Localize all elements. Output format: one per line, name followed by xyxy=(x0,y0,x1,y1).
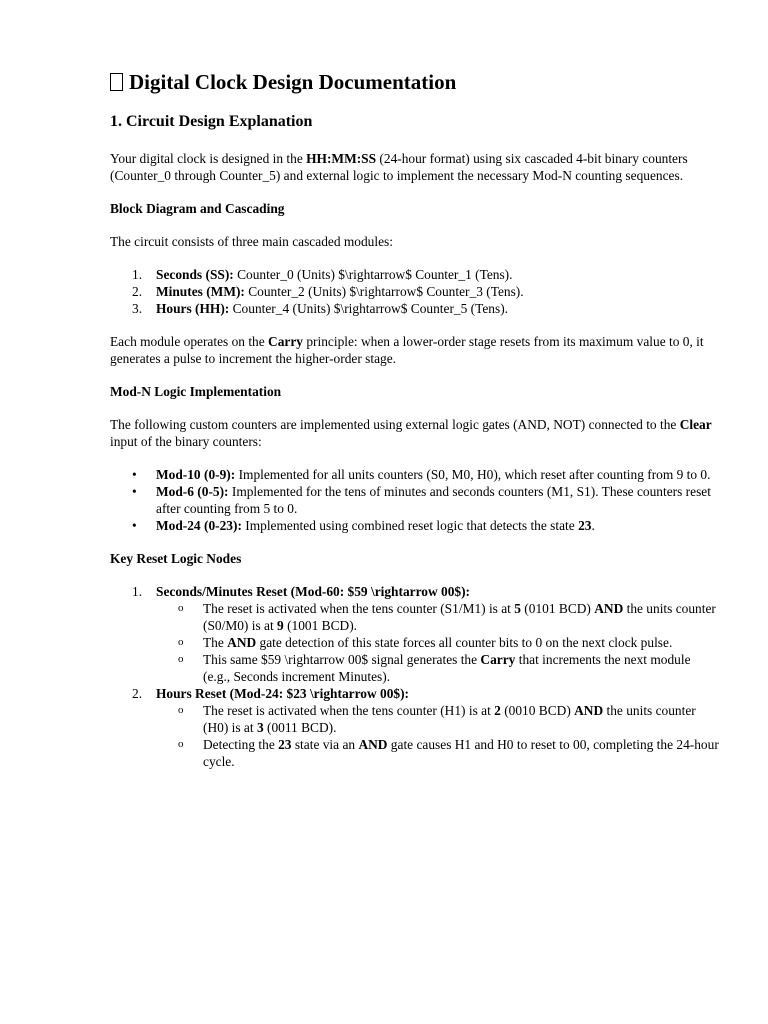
item-label: Mod-6 (0-5): xyxy=(156,484,229,499)
bold-run: 23 xyxy=(578,518,592,533)
bold-run: HH:MM:SS xyxy=(306,151,377,166)
sub-list-item xyxy=(156,651,720,685)
item-text: Implemented using combined reset logic that detects the state xyxy=(241,518,579,533)
list-item xyxy=(110,300,720,317)
list-item xyxy=(110,483,720,517)
item-text: Implemented for the tens of minutes and seconds counters (M1, S1). These counters reset after counting from 5 to 0. xyxy=(156,484,711,516)
bold-run: AND xyxy=(594,601,624,616)
list-item xyxy=(110,466,720,483)
subheading-mod-n-logic: Mod-N Logic Implementation xyxy=(110,384,282,399)
carry-paragraph xyxy=(110,333,720,367)
text-run: The reset is activated when the tens counter (H1) is at xyxy=(203,703,495,718)
text-run: the units counter (S0/M0) is at xyxy=(203,601,716,633)
block-intro-paragraph: The circuit consists of three main cascaded modules: xyxy=(110,234,393,249)
list-item xyxy=(110,283,720,300)
text-run: the units counter (H0) is at xyxy=(203,703,696,735)
item-label: Seconds/Minutes Reset (Mod-60: $59 \rightarrow 00$): xyxy=(156,584,471,599)
text-run: The following custom counters are implemented using external logic gates (AND, NOT) connected to the xyxy=(110,417,680,432)
text-run: state via an xyxy=(291,737,359,752)
sub-list-item xyxy=(156,634,720,651)
item-label: Mod-10 (0-9): xyxy=(156,467,236,482)
circle-bullet-icon: o xyxy=(178,738,184,750)
sub-list xyxy=(156,600,720,685)
list-number: 2. xyxy=(132,284,143,299)
sub-list-item xyxy=(156,600,720,634)
item-text: Counter_2 (Units) $\rightarrow$ Counter_3 (Tens). xyxy=(244,284,524,299)
item-label: Mod-24 (0-23): xyxy=(156,518,242,533)
text-run: input of the binary counters: xyxy=(110,434,262,449)
mod-n-list xyxy=(110,466,720,534)
text-run: Detecting the xyxy=(203,737,279,752)
text-run: The xyxy=(203,635,228,650)
sub-list-item xyxy=(156,736,720,770)
text-run: Your digital clock is designed in the xyxy=(110,151,307,166)
document-page xyxy=(110,68,720,770)
text-run: (24-hour format) using six cascaded 4-bit binary counters (Counter_0 through Counter_5) and external logic to implement the necessary Mod-N counting sequences. xyxy=(110,151,688,183)
item-label: Hours Reset (Mod-24: $23 \rightarrow 00$): xyxy=(156,686,410,701)
item-label: Minutes (MM): xyxy=(156,284,245,299)
mod-n-intro-paragraph xyxy=(110,416,720,450)
page-title-text: Digital Clock Design Documentation xyxy=(129,70,457,94)
text-run: gate detection of this state forces all counter bits to 0 on the next clock pulse. xyxy=(256,635,673,650)
list-item xyxy=(110,583,720,685)
bold-run: 3 xyxy=(256,720,264,735)
bold-run: AND xyxy=(358,737,388,752)
list-item xyxy=(110,685,720,770)
circle-bullet-icon: o xyxy=(178,636,184,648)
text-run: gate causes H1 and H0 to reset to 00, completing the 24-hour cycle. xyxy=(203,737,719,769)
bold-run: 23 xyxy=(278,737,292,752)
modules-list xyxy=(110,266,720,317)
subheading-block-diagram: Block Diagram and Cascading xyxy=(110,201,285,216)
subheading-key-reset-logic: Key Reset Logic Nodes xyxy=(110,551,242,566)
section-heading-circuit-design: 1. Circuit Design Explanation xyxy=(110,113,313,130)
text-run: . xyxy=(591,518,595,533)
bullet-icon: • xyxy=(132,518,137,533)
bold-run: AND xyxy=(574,703,604,718)
sub-list xyxy=(156,702,720,770)
text-run: (0101 BCD) xyxy=(520,601,595,616)
page-title xyxy=(110,68,720,96)
item-label: Seconds (SS): xyxy=(156,267,234,282)
bullet-icon: • xyxy=(132,467,137,482)
text-run: This same $59 \rightarrow 00$ signal generates the xyxy=(203,652,481,667)
text-run: (0010 BCD) xyxy=(500,703,575,718)
bullet-icon: • xyxy=(132,484,137,499)
circle-bullet-icon: o xyxy=(178,602,184,614)
bold-run: Carry xyxy=(480,652,516,667)
circle-bullet-icon: o xyxy=(178,704,184,716)
list-number: 1. xyxy=(132,584,143,599)
list-item xyxy=(110,517,720,534)
item-text: Counter_4 (Units) $\rightarrow$ Counter_5 (Tens). xyxy=(229,301,509,316)
item-text: Implemented for all units counters (S0, M0, H0), which reset after counting from 9 to 0. xyxy=(235,467,711,482)
bold-run: AND xyxy=(227,635,257,650)
bold-run: 9 xyxy=(277,618,284,633)
sub-list-item xyxy=(156,702,720,736)
text-run: (1001 BCD). xyxy=(283,618,358,633)
text-run: (0011 BCD). xyxy=(263,720,337,735)
item-text: Counter_0 (Units) $\rightarrow$ Counter_1 (Tens). xyxy=(233,267,513,282)
circle-bullet-icon: o xyxy=(178,653,184,665)
intro-paragraph xyxy=(110,150,720,184)
item-label: Hours (HH): xyxy=(156,301,230,316)
reset-list xyxy=(110,583,720,770)
bold-run: 2 xyxy=(494,703,501,718)
text-run: principle: when a lower-order stage resets from its maximum value to 0, it generates a pulse to increment the higher-order stage. xyxy=(110,334,704,366)
text-run: that increments the next module (e.g., Seconds increment Minutes). xyxy=(203,652,691,684)
list-item xyxy=(110,266,720,283)
list-number: 2. xyxy=(132,686,143,701)
missing-glyph-icon xyxy=(110,73,123,91)
bold-run: 5 xyxy=(514,601,521,616)
text-run: Each module operates on the xyxy=(110,334,269,349)
list-number: 3. xyxy=(132,301,143,316)
bold-run: Carry xyxy=(268,334,303,349)
list-number: 1. xyxy=(132,267,143,282)
bold-run: Clear xyxy=(679,417,712,432)
text-run: The reset is activated when the tens counter (S1/M1) is at xyxy=(203,601,515,616)
